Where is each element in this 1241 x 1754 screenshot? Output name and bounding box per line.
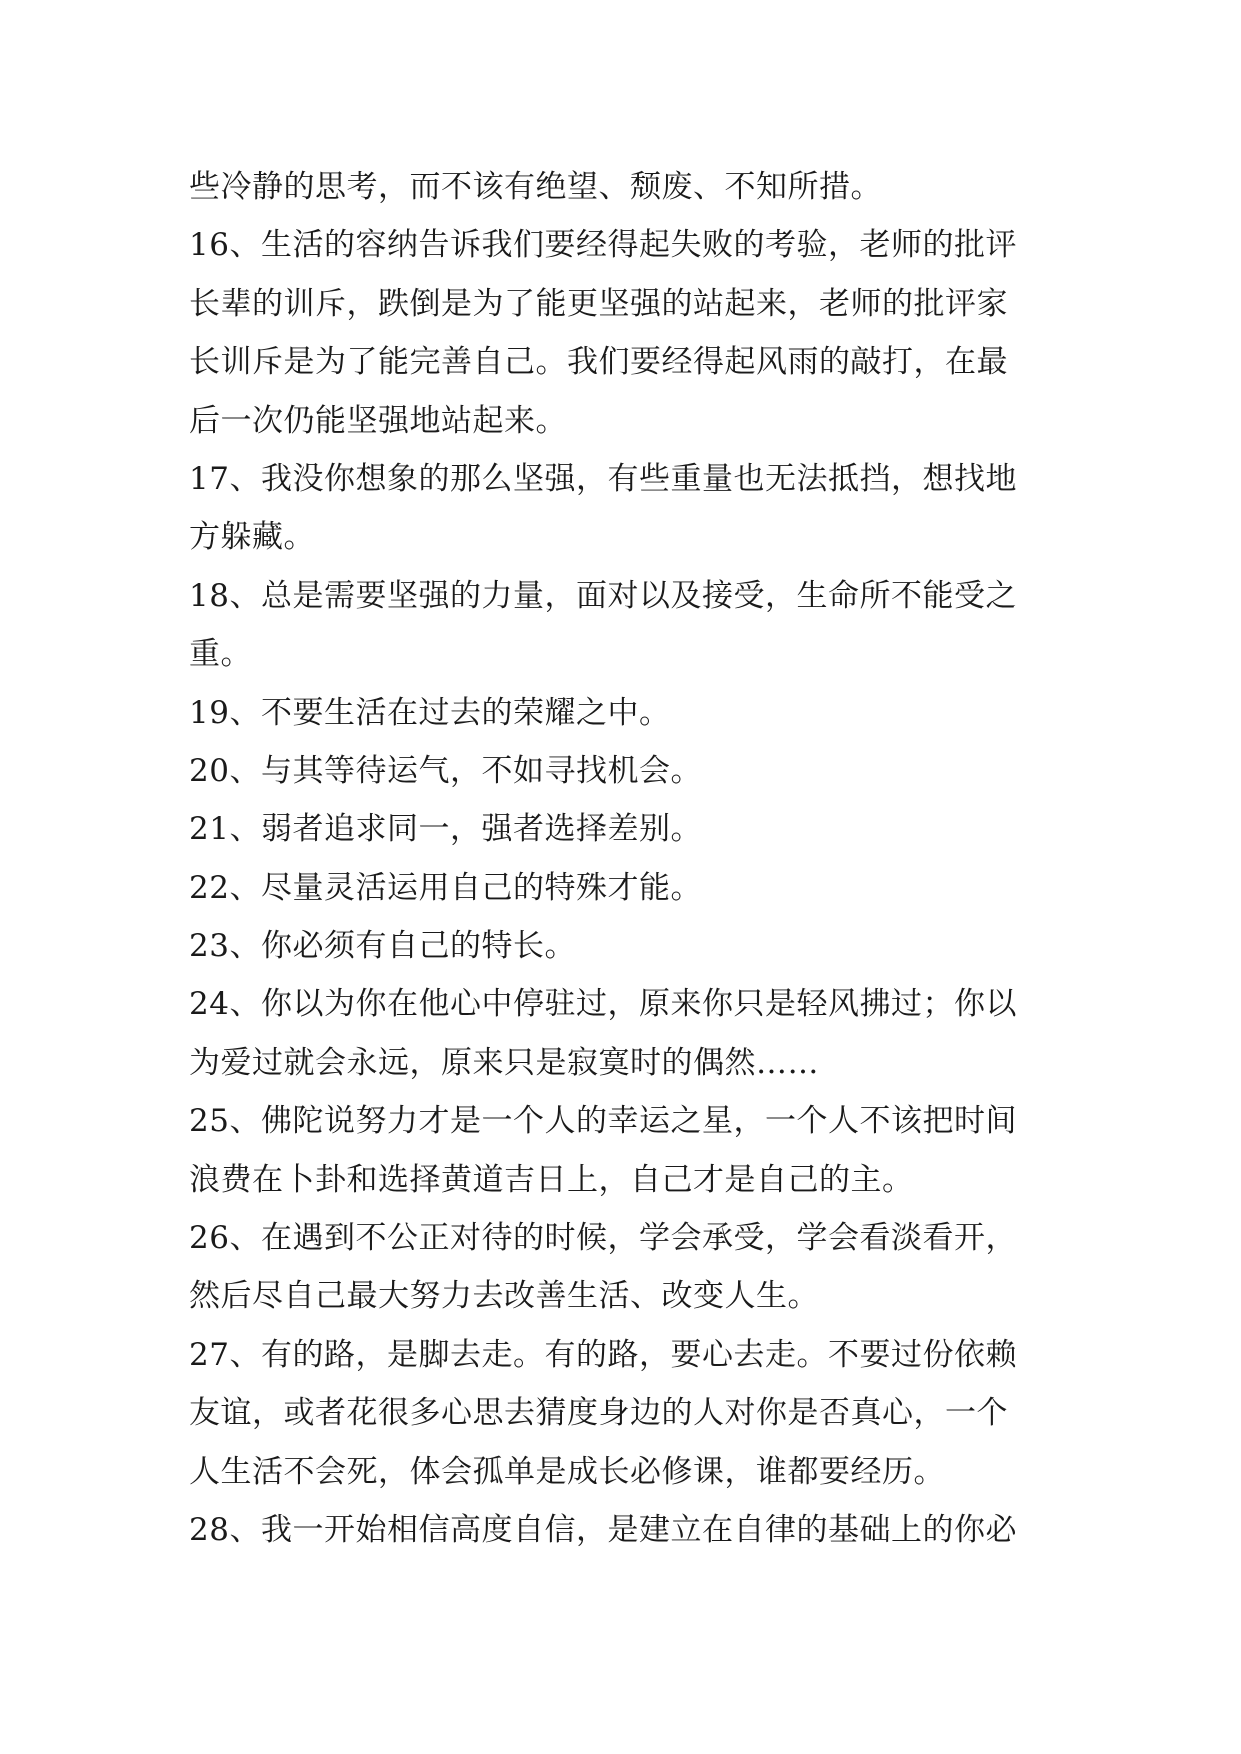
text-line: 20、与其等待运气，不如寻找机会。 <box>189 752 702 789</box>
text-line: 23、你必须有自己的特长。 <box>189 928 576 965</box>
text-line: 19、不要生活在过去的荣耀之中。 <box>189 694 671 731</box>
text-line: 方躲藏。 <box>189 519 315 556</box>
text-line: 然后尽自己最大努力去改善生活、改变人生。 <box>189 1278 819 1315</box>
text-line: 浪费在卜卦和选择黄道吉日上，自己才是自己的主。 <box>189 1161 914 1198</box>
text-line: 友谊，或者花很多心思去猜度身边的人对你是否真心，一个 <box>189 1395 1008 1432</box>
text-line: 些冷静的思考，而不该有绝望、颓废、不知所措。 <box>189 169 882 205</box>
text-line: 21、弱者追求同一，强者选择差别。 <box>189 811 702 848</box>
document-body <box>189 158 1069 1559</box>
text-line: 重。 <box>189 636 252 673</box>
text-line: 后一次仍能坚强地站起来。 <box>189 402 567 439</box>
text-line: 22、尽量灵活运用自己的特殊才能。 <box>189 869 702 906</box>
text-line: 为爱过就会永远，原来只是寂寞时的偶然…… <box>189 1044 819 1081</box>
text-line: 24、你以为你在他心中停驻过，原来你只是轻风拂过；你以 <box>189 986 1017 1023</box>
text-line: 27、有的路，是脚去走。有的路，要心去走。不要过份依赖 <box>189 1336 1017 1373</box>
text-line: 人生活不会死，体会孤单是成长必修课，谁都要经历。 <box>189 1453 945 1490</box>
text-line: 17、我没你想象的那么坚强，有些重量也无法抵挡，想找地 <box>189 460 1017 497</box>
text-line: 18、总是需要坚强的力量，面对以及接受，生命所不能受之 <box>189 577 1017 614</box>
text-line: 26、在遇到不公正对待的时候，学会承受，学会看淡看开， <box>189 1220 1017 1257</box>
text-line: 25、佛陀说努力才是一个人的幸运之星，一个人不该把时间 <box>189 1103 1017 1140</box>
text-line: 长辈的训斥，跌倒是为了能更坚强的站起来，老师的批评家 <box>189 285 1008 322</box>
text-line: 长训斥是为了能完善自己。我们要经得起风雨的敲打，在最 <box>189 344 1008 381</box>
text-line: 28、我一开始相信高度自信，是建立在自律的基础上的你必 <box>189 1511 1017 1548</box>
text-line: 16、生活的容纳告诉我们要经得起失败的考验，老师的批评 <box>189 227 1017 264</box>
